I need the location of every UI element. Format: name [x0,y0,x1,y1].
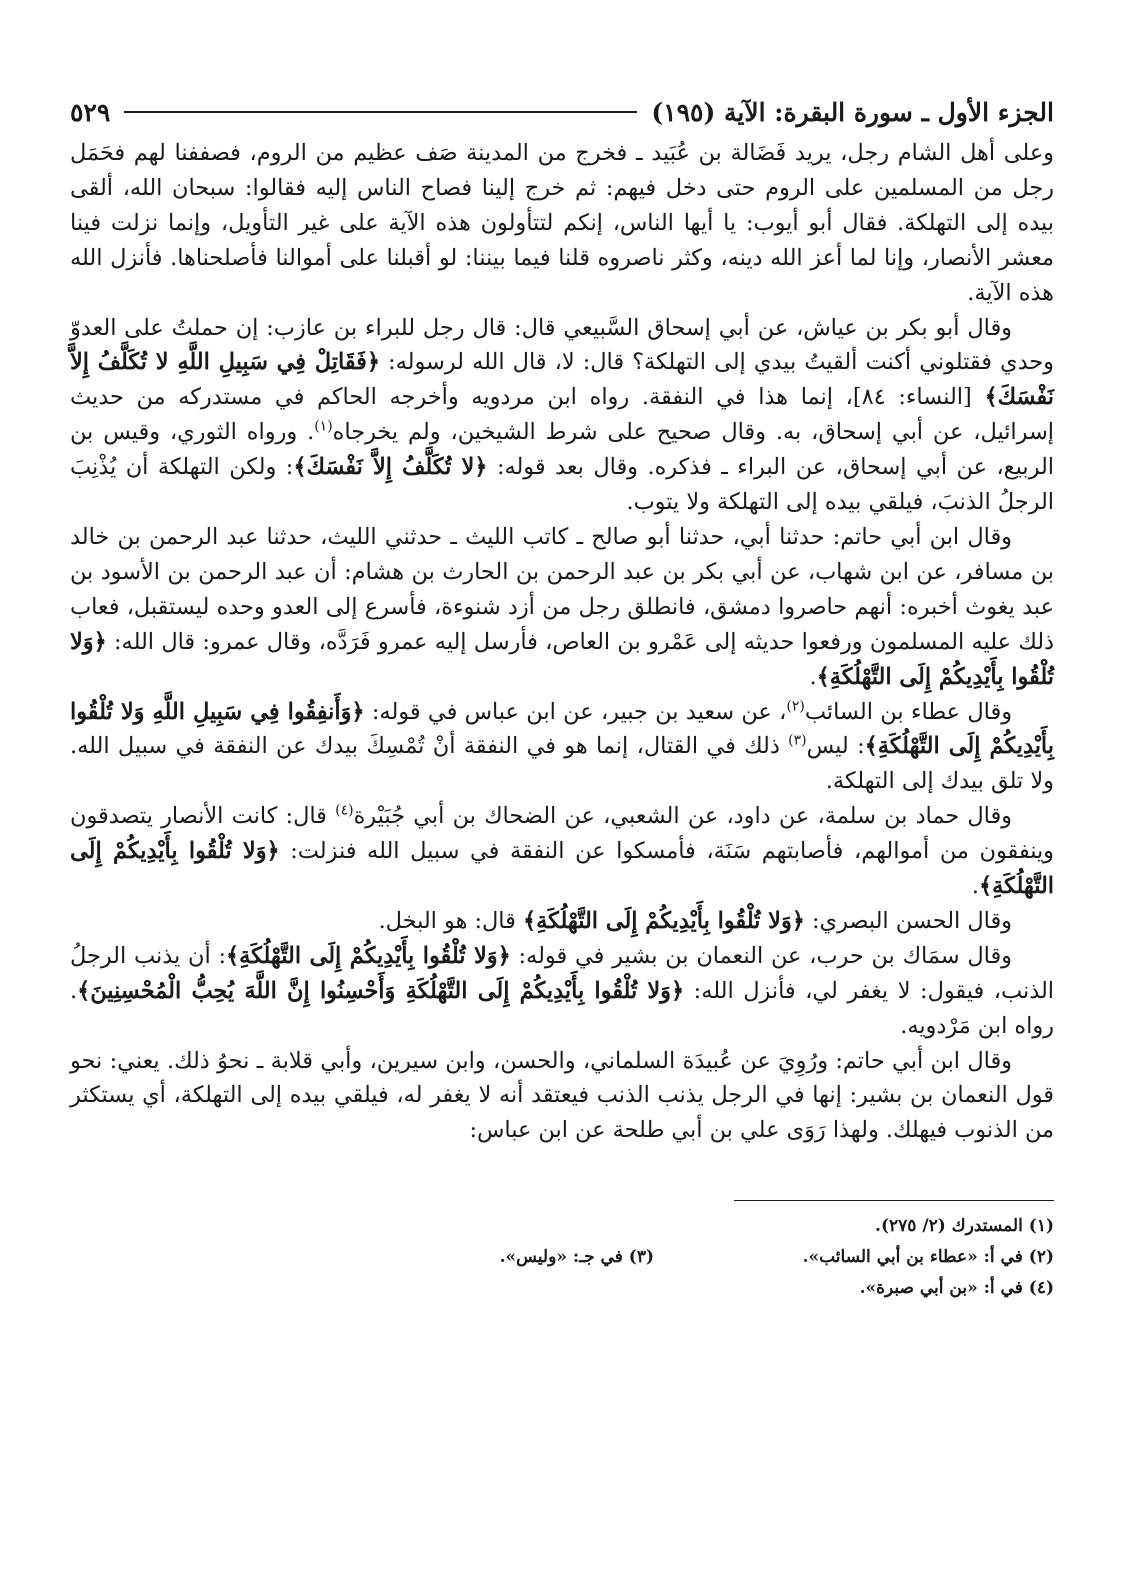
paragraph: وعلى أهل الشام رجل، يريد فَضَالة بن عُبَيد ـ فخرج من المدينة صَف عظيم من الروم، فصففنا لهم فحَمَل رجل من المسلمين على الروم حتى دخل فيهم: ثم خرج إلينا فصاح الناس إليه فقالوا: سبحان الله، ألقى بيده إلى التهلكة. فقال أبو أيوب: يا أيها الناس، إنكم لتتأولون هذه الآية على غير التأويل، وإنما نزلت فينا معشر الأنصار، وإنا لما أعز الله دينه، وكثر ناصروه قلنا فيما بيننا: لو أقبلنا على أموالنا فأصلحناها. فأنزل الله هذه الآية. [70,140,1054,306]
footnote-marker[interactable]: (١) [314,418,333,435]
quran-verse: ﴿وَلا تُلْقُوا بِأَيْدِيكُمْ إِلَى التَّهْلُكَةِ﴾ [70,838,1054,900]
paragraph: وقال عطاء بن السائب$^{(٢)}$، عن سعيد بن جبير، عن ابن عباس في قوله: ﴿وَأَنفِقُوا فِي سَبِيلِ اللَّهِ وَلا تُلْقُوا بِأَيْدِيكُمْ إِلَى التَّهْلُكَةِ﴾: ليس$^{(٣)}$ ذلك في القتال، إنما هو في النفقة أنْ تُمْسِكَ بيدك عن النفقة في سبيل الله. ولا تلق بيدك إلى التهلكة. [70,698,1054,795]
footnote-marker[interactable]: (٤) [335,802,354,819]
quran-verse: ﴿فَقَاتِلْ فِي سَبِيلِ اللَّهِ لا تُكَلَّفُ إِلاَّ نَفْسَكَ﴾ [70,349,1054,411]
paragraph: وقال حماد بن سلمة، عن داود، عن الشعبي، عن الضحاك بن أبي جُبَيْرة$^{(٤)}$ قال: كانت الأنصار يتصدقون وينفقون من أموالهم، فأصابتهم سَنَة، فأمسكوا عن النفقة في سبيل الله فنزلت: ﴿وَلا تُلْقُوا بِأَيْدِيكُمْ إِلَى التَّهْلُكَةِ﴾. [70,802,1054,900]
quran-verse: ﴿لا تُكَلَّفُ إِلاَّ نَفْسَكَ﴾ [293,454,488,481]
footnote: (١) المستدرك (٢/ ٢٧٥). [875,1216,1054,1237]
footnotes [70,1211,1054,1304]
paragraph: وقال ابن أبي حاتم: حدثنا أبي، حدثنا أبو صالح ـ كاتب الليث ـ حدثني الليث، حدثنا عبد الرحمن بن خالد بن مسافر، عن ابن شهاب، عن أبي بكر بن عبد الرحمن بن الحارث بن هشام: أن عبد الرحمن بن الأسود بن عبد يغوث أخبره: أنهم حاصروا دمشق، فانطلق رجل من أزد شنوءة، فأسرع إلى العدو وحده ليستقبل، فعاب ذلك عليه المسلمون ورفعوا حديثه إلى عَمْرو بن العاص، فأرسل إليه عمرو فَرَدَّه، وقال عمرو: قال الله: ﴿وَلا تُلْقُوا بِأَيْدِيكُمْ إِلَى التَّهْلُكَةِ﴾. [70,523,1055,690]
footnote: (٢) في أ: «عطاء بن أبي السائب». (٣) في جـ: «وليس». [499,1247,1054,1268]
quran-verse: ﴿وَلا تُلْقُوا بِأَيْدِيكُمْ إِلَى التَّهْلُكَةِ﴾ [226,942,511,969]
main-text [70,136,1054,1148]
header-rule [124,111,637,113]
paragraph: وقال أبو بكر بن عياش، عن أبي إسحاق السَّبيعي قال: قال رجل للبراء بن عازب: إن حملتُ على العدوّ وحدي فقتلوني أكنت ألقيتُ بيدي إلى التهلكة؟ قال: لا، قال الله لرسوله: ﴿فَقَاتِلْ فِي سَبِيلِ اللَّهِ لا تُكَلَّفُ إِلاَّ نَفْسَكَ﴾ [النساء: ٨٤]، إنما هذا في النفقة. رواه ابن مردويه وأخرجه الحاكم في مستدركه من حديث إسرائيل، عن أبي إسحاق، به. وقال صحيح على شرط الشيخين، ولم يخرجاه$^{(١)}$. ورواه الثوري، وقيس بن الربيع، عن أبي إسحاق، عن البراء ـ فذكره. وقال بعد قوله: ﴿لا تُكَلَّفُ إِلاَّ نَفْسَكَ﴾: ولكن التهلكة أن يُذْنِبَ الرجلُ الذنبَ، فيلقي بيده إلى التهلكة ولا يتوب. [70,314,1054,516]
running-title: الجزء الأول ـ سورة البقرة: الآية (١٩٥) [651,97,1054,127]
footnote-separator [734,1200,1054,1201]
quran-verse: ﴿وَلا تُلْقُوا بِأَيْدِيكُمْ إِلَى التَّهْلُكَةِ وَأَحْسِنُوا إِنَّ اللَّهَ يُحِبُّ الْمُحْسِنِينَ﴾ [77,977,685,1004]
page-header [70,88,1054,136]
quran-verse: ﴿وَلا تُلْقُوا بِأَيْدِيكُمْ إِلَى التَّهْلُكَةِ﴾ [522,907,805,934]
page-number: ٥٢٩ [70,97,111,127]
quran-verse: ﴿وَأَنفِقُوا فِي سَبِيلِ اللَّهِ وَلا تُلْقُوا بِأَيْدِيكُمْ إِلَى التَّهْلُكَةِ﴾ [70,698,1054,760]
footnote: (٤) في أ: «بن أبي صبرة». [859,1278,1054,1299]
paragraph: وقال ابن أبي حاتم: ورُوِيَ عن عُبيدَة السلماني، والحسن، وابن سيرين، وأبي قلابة ـ نحوُ ذلك. يعني: نحو قول النعمان بن بشير: إنها في الرجل يذنب الذنب فيعتقد أنه لا يغفر له، فيلقي بيده إلى التهلكة، أي يستكثر من الذنوب فيهلك. ولهذا رَوَى علي بن أبي طلحة عن ابن عباس: [70,1047,1054,1144]
paragraph: وقال سمَاك بن حرب، عن النعمان بن بشير في قوله: ﴿وَلا تُلْقُوا بِأَيْدِيكُمْ إِلَى التَّهْلُكَةِ﴾: أن يذنب الرجلُ الذنب، فيقول: لا يغفر لي، فأنزل الله: ﴿وَلا تُلْقُوا بِأَيْدِيكُمْ إِلَى التَّهْلُكَةِ وَأَحْسِنُوا إِنَّ اللَّهَ يُحِبُّ الْمُحْسِنِينَ﴾. رواه ابن مَرْدويه. [70,942,1054,1039]
quran-verse: ﴿وَلا تُلْقُوا بِأَيْدِيكُمْ إِلَى التَّهْلُكَةِ﴾ [70,628,1054,690]
footnote-marker[interactable]: (٢) [786,698,805,715]
paragraph: وقال الحسن البصري: ﴿وَلا تُلْقُوا بِأَيْدِيكُمْ إِلَى التَّهْلُكَةِ﴾ قال: هو البخل. [378,907,1012,934]
footnote-marker[interactable]: (٣) [788,732,807,749]
